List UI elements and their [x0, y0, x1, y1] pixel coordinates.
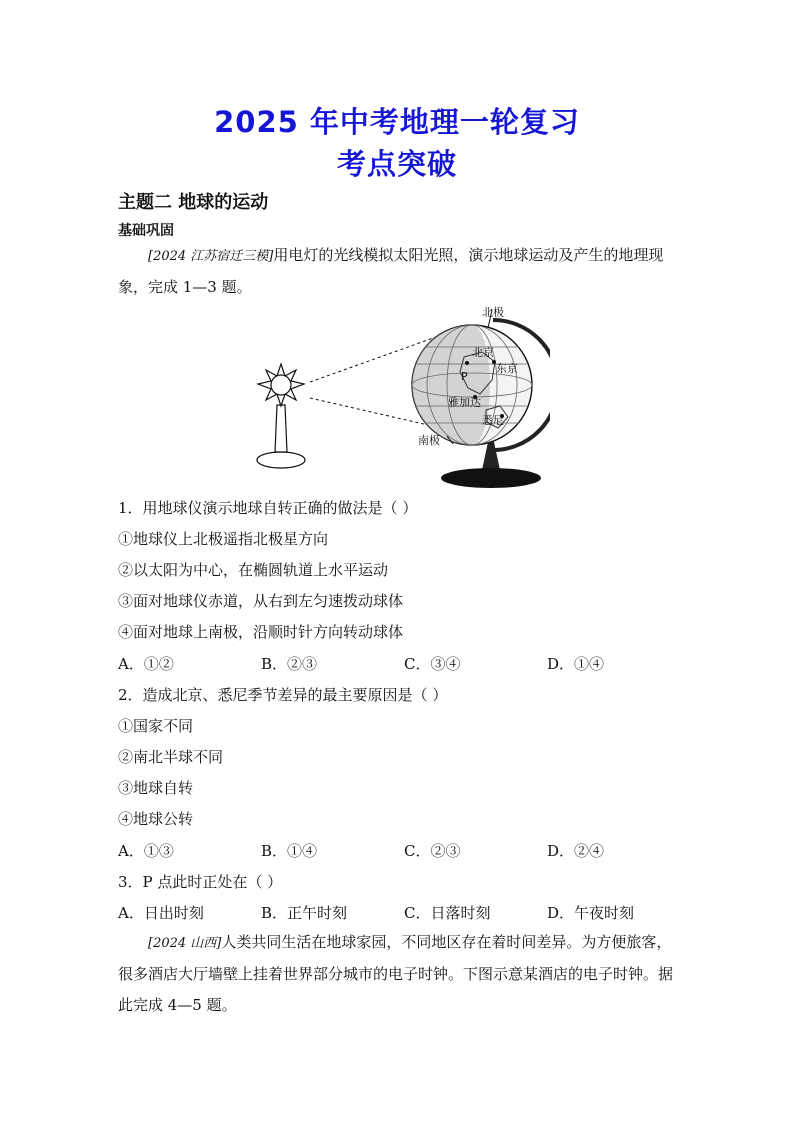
lamp-base: [257, 452, 305, 468]
question-1-option-c: C．③④: [404, 655, 461, 673]
intro-paragraph-1: [118, 240, 678, 303]
question-2-item: ②南北半球不同: [118, 748, 224, 766]
question-3-option-b: B．正午时刻: [261, 904, 348, 922]
intro-text: 用电灯的光线模拟太阳光照，演示地球运动及产生的地理现象，完成 1—3 题。: [118, 246, 664, 296]
lamp-stand: [275, 405, 287, 452]
question-2-item: ③地球自转: [118, 779, 194, 797]
label-p-point: P: [461, 370, 468, 383]
question-1-option-d: D．①④: [547, 655, 605, 673]
question-1-option-a: A．①②: [118, 655, 174, 673]
question-2-option-c: C．②③: [404, 842, 461, 860]
question-1-stem: 1．用地球仪演示地球自转正确的做法是（ ）: [118, 499, 418, 517]
figure-svg: [250, 302, 550, 494]
intro-text: 人类共同生活在地球家园，不同地区存在着时间差异。为方便旅客，很多酒店大厅墙壁上挂着世界部分城市的电子时钟。下图示意某酒店的电子时钟。据此完成 4—5 题。: [118, 933, 674, 1014]
globe-stand: [482, 442, 500, 470]
question-1-item: ④面对地球上南极，沿顺时针方向转动球体: [118, 623, 404, 641]
question-3-option-d: D．午夜时刻: [547, 904, 635, 922]
question-2-option-b: B．①④: [261, 842, 318, 860]
globe-lamp-figure: [250, 302, 550, 494]
label-sydney: 悉尼: [482, 414, 504, 427]
question-3-stem: 3．P 点此时正处在（ ）: [118, 873, 283, 891]
question-3-option-c: C．日落时刻: [404, 904, 491, 922]
question-2-item: ①国家不同: [118, 717, 194, 735]
question-2-stem: 2．造成北京、悉尼季节差异的最主要原因是（ ）: [118, 686, 448, 704]
globe-base: [441, 468, 541, 488]
question-3-option-a: A．日出时刻: [118, 904, 204, 922]
label-tokyo: 东京: [496, 362, 518, 375]
source-tag: [2024 江苏宿迁三模]: [148, 249, 274, 264]
document-title: 2025 年中考地理一轮复习: [214, 105, 580, 139]
label-beijing: 北京: [472, 346, 494, 359]
subsection-title: 基础巩固: [118, 223, 174, 239]
question-1-option-b: B．②③: [261, 655, 318, 673]
label-south-pole: 南极: [418, 434, 440, 447]
sun-icon: [258, 364, 304, 406]
label-north-pole: 北极: [482, 306, 504, 319]
question-1-item: ①地球仪上北极遥指北极星方向: [118, 530, 329, 548]
section-title: 主题二 地球的运动: [118, 192, 269, 213]
label-jakarta: 雅加达: [448, 396, 481, 409]
intro-paragraph-2: [118, 927, 678, 1021]
question-1-item: ③面对地球仪赤道，从右到左匀速拨动球体: [118, 592, 404, 610]
question-2-item: ④地球公转: [118, 810, 194, 828]
question-2-option-d: D．②④: [547, 842, 605, 860]
question-1-item: ②以太阳为中心，在椭圆轨道上水平运动: [118, 561, 389, 579]
source-tag: [2024 山西]: [148, 936, 222, 951]
document-subtitle: 考点突破: [336, 147, 457, 181]
globe: [412, 325, 532, 445]
question-2-option-a: A．①③: [118, 842, 174, 860]
